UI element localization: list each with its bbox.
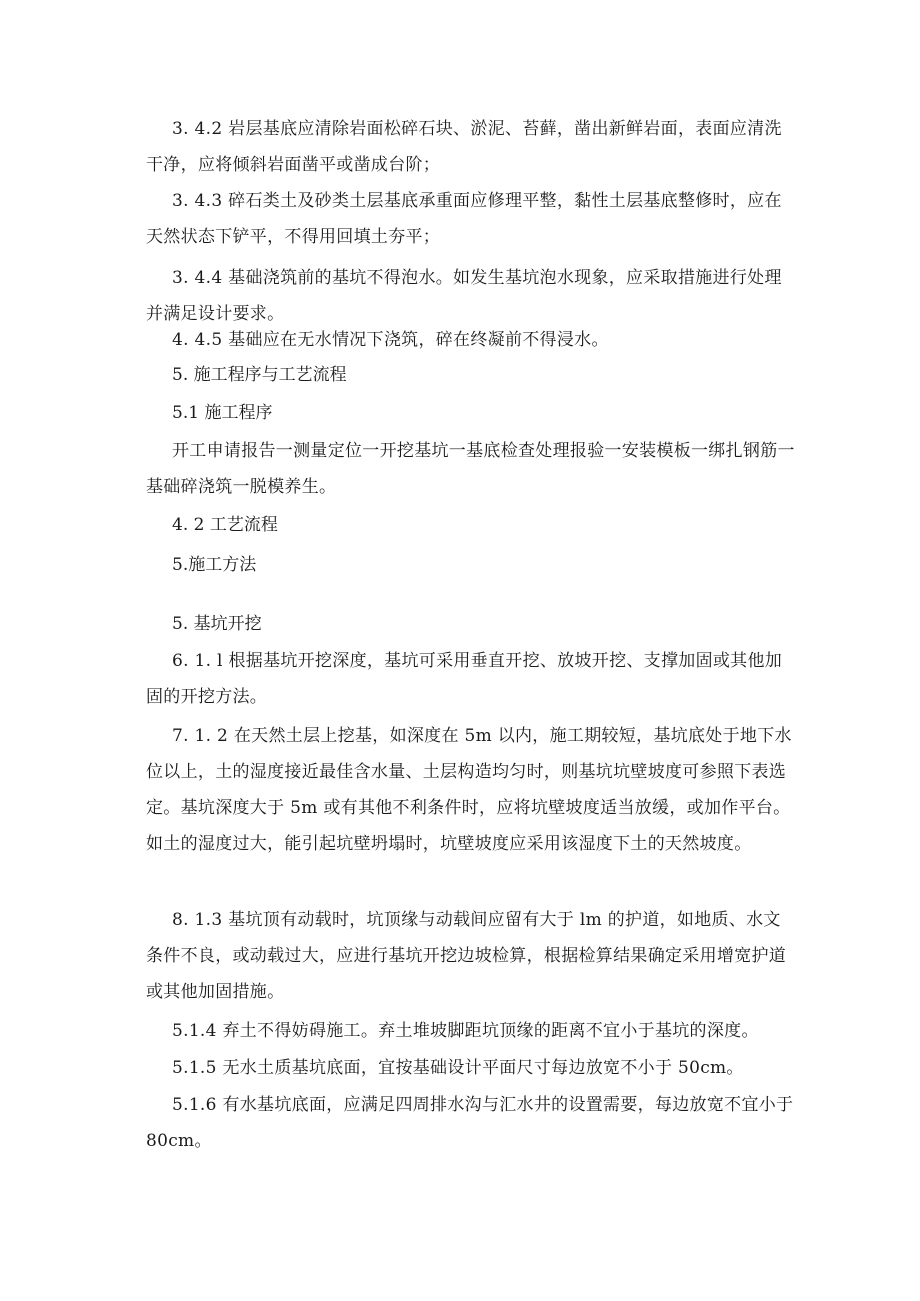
paragraph-6-1-1: 6. 1. l 根据基坑开挖深度，基坑可采用垂直开挖、放坡开挖、支撑加固或其他加固的开挖方法。 xyxy=(146,651,783,707)
paragraph-5-1-5: 5.1.5 无水土质基坑底面，宜按基础设计平面尺寸每边放宽不小于 50cm。 xyxy=(172,1058,744,1078)
paragraph-5-1-6: 5.1.6 有水基坑底面，应满足四周排水沟与汇水井的设置需要，每边放宽不宜小于 80cm。 xyxy=(146,1095,794,1151)
paragraph-4-4-5: 4. 4.5 基础应在无水情况下浇筑，碎在终凝前不得浸水。 xyxy=(172,330,609,350)
paragraph-3-4-3: 3. 4.3 碎石类土及砂类土层基底承重面应修理平整，黏性土层基底整修时，应在天然状态下铲平，不得用回填土夯平； xyxy=(146,191,782,247)
paragraph-7-1-2: 7. 1. 2 在天然土层上挖基，如深度在 5m 以内，施工期较短，基坑底处于地下水位以上，土的湿度接近最佳含水量、土层构造均匀时，则基坑坑壁坡度可参照下表选定。基坑深度大于 5m 或有其他不利条件时，应将坑壁坡度适当放缓，或加作平台。如土的湿度过大，能引起坑壁坍塌时，坑壁坡度应采用该湿度下土的天然坡度。 xyxy=(146,726,792,854)
heading-construction-procedure-flow: 5. 施工程序与工艺流程 xyxy=(172,365,347,385)
paragraph-8-1-3: 8. 1.3 基坑顶有动载时，坑顶缘与动载间应留有大于 lm 的护道，如地质、水文条件不良，或动载过大，应进行基坑开挖边坡检算，根据检算结果确定采用增宽护道或其他加固措施。 xyxy=(146,910,787,1002)
paragraph-5-1-4: 5.1.4 弃土不得妨碍施工。弃土堆坡脚距坑顶缘的距离不宜小于基坑的深度。 xyxy=(172,1021,759,1041)
paragraph-3-4-2: 3. 4.2 岩层基底应清除岩面松碎石块、淤泥、苔藓，凿出新鲜岩面，表面应清洗干净，应将倾斜岩面凿平或凿成台阶； xyxy=(146,119,782,175)
heading-process-flow: 4. 2 工艺流程 xyxy=(172,515,278,535)
paragraph-3-4-4: 3. 4.4 基础浇筑前的基坑不得泡水。如发生基坑泡水现象，应采取措施进行处理并满足设计要求。 xyxy=(146,268,782,324)
heading-5-1-procedure: 5.1 施工程序 xyxy=(172,403,273,423)
paragraph-procedure-steps: 开工申请报告一测量定位一开挖基坑一基底检查处理报验一安装模板一绑扎钢筋一基础碎浇筑一脱模养生。 xyxy=(146,441,795,497)
heading-foundation-pit-excavation: 5. 基坑开挖 xyxy=(172,614,262,634)
heading-construction-method: 5.施工方法 xyxy=(172,555,257,575)
